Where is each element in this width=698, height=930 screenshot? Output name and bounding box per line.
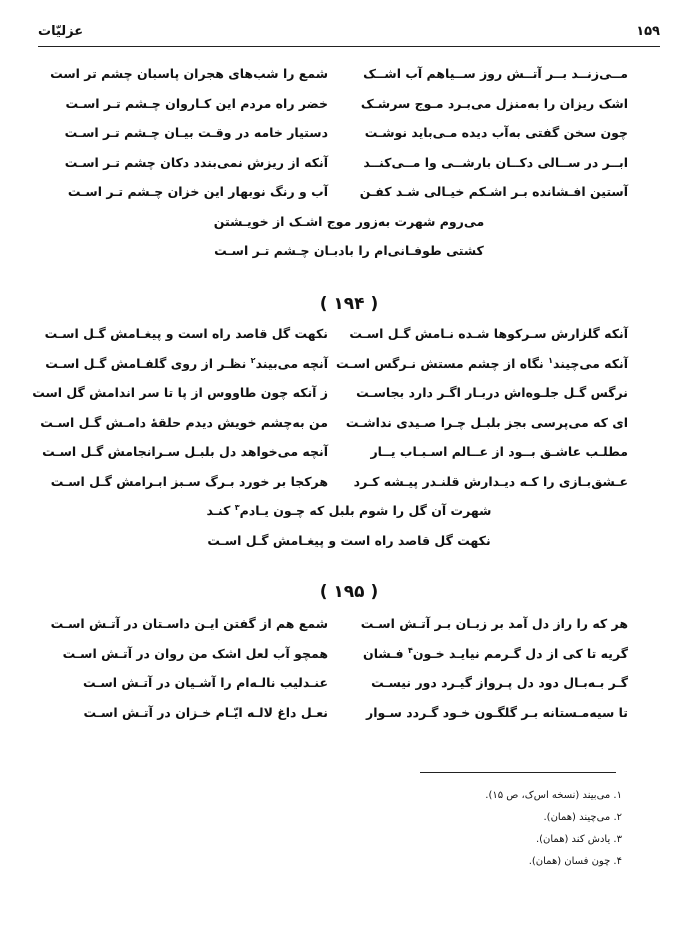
poem-number: ( ۱۹۵ ) — [319, 582, 379, 602]
couplet — [44, 326, 628, 356]
footnote: ۲. می‌چیند (همان). — [543, 812, 622, 823]
hemistich-first: مطلـب عاشـق بــود از عــالم اسـبـاب یــار — [370, 444, 628, 459]
hemistich-second: آنچه می‌خواهد دل بلبـل سـرانجامش گـل اسـت — [42, 444, 328, 459]
couplet — [64, 125, 628, 155]
poem-194 — [32, 326, 628, 562]
hemistich-first: گـر بـه‌بـال دود دل پـرواز گیـرد دور نیسـت — [371, 675, 628, 690]
hemistich-second: آنکه از ریزش نمی‌بندد دکان چشم تـر اسـت — [64, 154, 328, 170]
footnote: ۳. یادش کند (همان). — [535, 834, 622, 845]
hemistich-first: آستین افـشانده بـر اشـکم خیـالی شـد کفـن — [359, 184, 628, 199]
hemistich-second: شمع را شب‌های هجران پاسبان چشم تر است — [50, 66, 328, 81]
hemistich-first: مــی‌زنــد بــر آتــش روز ســیاهم آب اشــک — [363, 66, 628, 81]
couplet — [42, 444, 628, 474]
hemistich-first: عـشق‌بـازی را کـه دیـدارش قلنـدر پیـشه کـرد — [353, 473, 628, 489]
closing-line: نکهت گل قاصد راه است و پیغـامش گـل اسـت — [207, 532, 491, 548]
poem-continuation — [50, 66, 628, 273]
couplet — [45, 355, 628, 386]
hemistich-second: آب و رنگ نوبهار این خزان چـشم تـر اسـت — [67, 184, 328, 199]
couplet — [40, 414, 628, 445]
hemistich-second: شمع هم از گفتن ایـن داسـتان در آتـش اسـت — [50, 616, 328, 631]
hemistich-second: همچو آب لعل اشک من روان در آتـش اسـت — [62, 645, 328, 661]
couplet — [50, 66, 628, 96]
hemistich-first: آنکه می‌چیند$^۱$ نگاه از چشم مستش نـرگس اسـت — [335, 355, 628, 371]
hemistich-second: عنـدلیب نالـه‌ام را آشـیان در آتـش اسـت — [82, 675, 328, 690]
hemistich-first: ابــر در ســالی دکــان بارشــی وا مــی‌کنــد — [363, 154, 628, 170]
couplet — [62, 645, 628, 676]
hemistich-first: تا سیه‌مـستانه بـر گلگـون خـود گـردد سـوار — [366, 704, 628, 720]
poem-195 — [50, 616, 628, 734]
footnote-ref: ۱ — [548, 355, 553, 365]
hemistich-first: هر که را راز دل آمد بر زبـان بـر آتـش اسـت — [360, 616, 628, 631]
couplet — [64, 154, 628, 185]
running-title: عزلیّات — [38, 24, 84, 39]
hemistich-second: دستیار خامه در وقـت بیـان چـشم تـر اسـت — [64, 125, 328, 140]
page-header — [38, 22, 660, 44]
hemistich-second: نکهت گل قاصد راه است و پیغـامش گـل اسـت — [44, 326, 328, 341]
hemistich-second: هرکجا بر خورد بـرگ سـبز ابـرامش گـل اسـت — [50, 473, 328, 489]
couplet — [50, 473, 628, 504]
footnote: ۴. چون فسان (همان). — [528, 856, 622, 867]
couplet — [50, 616, 628, 646]
couplet — [65, 95, 628, 126]
hemistich-second: خضر راه مردم این کـاروان چـشم تـر اسـت — [65, 95, 328, 111]
closing-line: شهرت آن گل را شوم بلبل که چـون یـادم$^۳$ کنـد — [206, 503, 492, 519]
hemistich-first: چون سخن گفتی به‌آب دیده مـی‌باید نوشـت — [364, 125, 628, 140]
hemistich-second: آنچه می‌بیند$^۲$ نظـر از روی گلفـامش گـل اسـت — [45, 355, 328, 371]
footnote-ref: ۲ — [250, 355, 256, 365]
footnote-divider — [420, 772, 616, 773]
couplet — [67, 184, 628, 214]
page-number: ۱۵۹ — [636, 24, 660, 39]
hemistich-second: من به‌چشم خویش دیدم حلقهٔ دامـش گـل اسـت — [40, 414, 328, 430]
hemistich-first: آنکه گلزارش سـرکوها شـده نـامش گـل اسـت — [349, 326, 628, 341]
couplet — [70, 705, 628, 735]
hemistich-second: نعـل داغ لالـه ایّـام خـزان در آتـش اسـت — [83, 704, 328, 720]
footnote: ۱. می‌بیند (نسخه اس‌ک، ص ۱۵). — [485, 790, 622, 801]
poem-number: ( ۱۹۴ ) — [319, 294, 379, 314]
hemistich-first: نرگس گـل جلـوه‌اش دربـار اگـر دارد بجاسـت — [356, 385, 628, 400]
footnotes — [322, 790, 622, 878]
footnote-ref: ۳ — [234, 503, 240, 512]
closing-line: می‌روم شهرت به‌زور موج اشـک از خویـشتن — [213, 213, 485, 229]
footnote-ref: ۴ — [407, 645, 413, 655]
closing-line: کشتی طوفـانی‌ام را بادبـان چـشم تـر اسـت — [214, 243, 484, 258]
hemistich-first: گریه تا کی از دل گـرمم نیایـد خـون$^۴$ فـشان — [363, 645, 628, 661]
hemistich-first: اشک ریزان را به‌منزل می‌بـرد مـوج سرشـک — [360, 95, 628, 111]
couplet — [70, 675, 628, 705]
header-divider — [38, 46, 660, 47]
couplet — [32, 385, 628, 415]
hemistich-second: ز آنکه چون طاووس از پا تا سر اندامش گل است — [32, 385, 328, 400]
hemistich-first: ای که می‌پرسی بجز بلبـل چـرا صـیدی نداشـت — [345, 414, 628, 430]
